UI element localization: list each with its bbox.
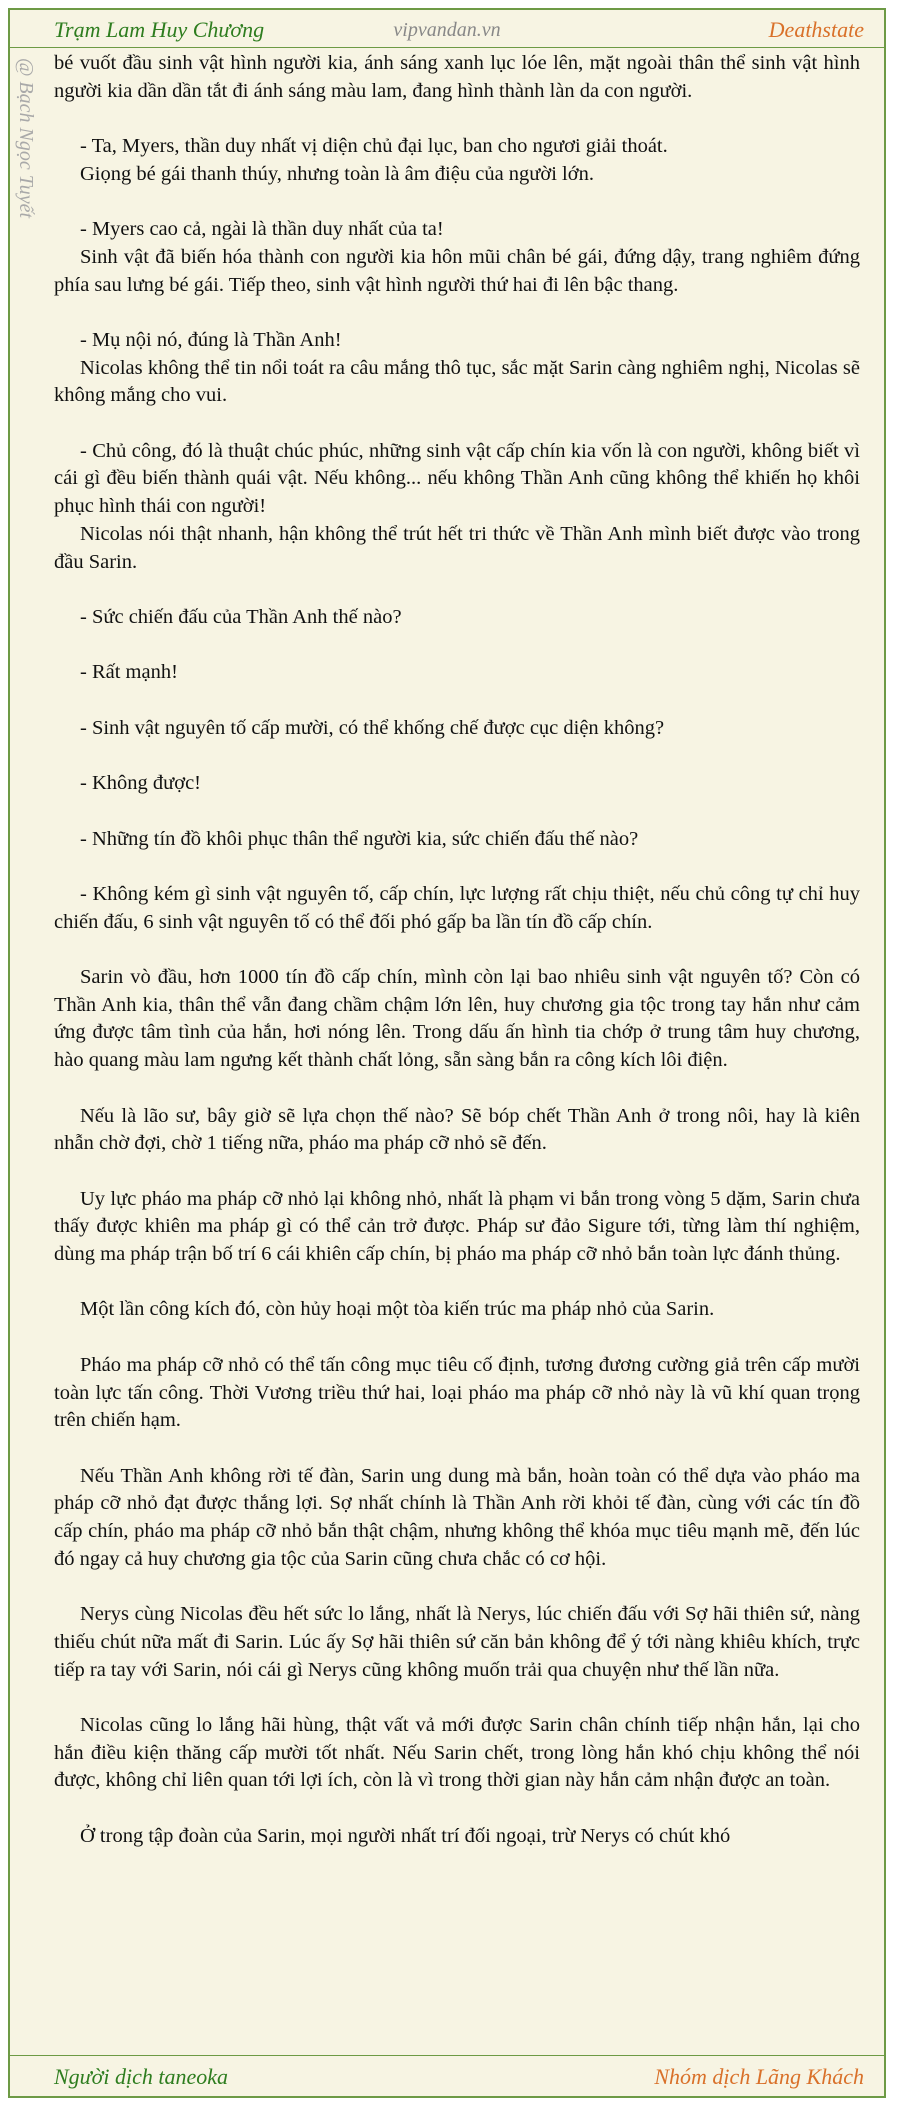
page-header bbox=[10, 10, 884, 48]
footer-group: Nhóm dịch Lãng Khách bbox=[654, 2064, 864, 2089]
paragraph: - Sinh vật nguyên tố cấp mười, có thể khống chế được cục diện không? bbox=[80, 716, 665, 739]
paragraph: Nicolas không thể tin nổi toát ra câu mắng thô tục, sắc mặt Sarin càng nghiêm nghị, Nicolas sẽ không mắng cho vui. bbox=[54, 356, 860, 407]
page-body bbox=[54, 50, 860, 2040]
paragraph: - Mụ nội nó, đúng là Thần Anh! bbox=[80, 328, 342, 351]
paragraph: Uy lực pháo ma pháp cỡ nhỏ lại không nhỏ, nhất là phạm vi bắn trong vòng 5 dặm, Sarin chưa thấy được khiên ma pháp gì có thể cản trở được. Pháp sư đảo Sigure tới, từng làm thí nghiệm, dùng ma pháp trận bố trí 6 cái khiên cấp chín, bị pháo ma pháp cỡ nhỏ bắn toàn lực đánh thủng. bbox=[54, 1187, 860, 1266]
paragraph: Một lần công kích đó, còn hủy hoại một tòa kiến trúc ma pháp nhỏ của Sarin. bbox=[80, 1298, 715, 1321]
footer-translator: Người dịch taneoka bbox=[54, 2064, 229, 2089]
paragraph: - Không được! bbox=[80, 772, 202, 795]
sidebar-credit: @ Bạch Ngọc Tuyết bbox=[15, 58, 37, 219]
paragraph: Pháo ma pháp cỡ nhỏ có thể tấn công mục tiêu cố định, tương đương cường giả trên cấp mười toàn lực tấn công. Thời Vương triều thứ hai, loại pháo ma pháp cỡ nhỏ này là vũ khí quan trọng trên chiến hạm. bbox=[54, 1353, 860, 1432]
paragraph: Giọng bé gái thanh thúy, nhưng toàn là âm điệu của người lớn. bbox=[80, 162, 594, 185]
paragraph: - Rất mạnh! bbox=[80, 661, 178, 684]
paragraph: - Chủ công, đó là thuật chúc phúc, những sinh vật cấp chín kia vốn là con người, không biết vì cái gì đều biến thành quái vật. Nếu không... nếu không Thần Anh cũng không thể khiến họ khôi phục hình thái con người! bbox=[54, 439, 860, 518]
paragraph: - Ta, Myers, thần duy nhất vị diện chủ đại lục, ban cho ngươi giải thoát. bbox=[80, 135, 668, 158]
paragraph: Nicolas nói thật nhanh, hận không thể trút hết tri thức về Thần Anh mình biết được vào trong đầu Sarin. bbox=[54, 522, 860, 573]
paragraph: Sarin vò đầu, hơn 1000 tín đồ cấp chín, mình còn lại bao nhiêu sinh vật nguyên tố? Còn có Thần Anh kia, thân thể vẫn đang chầm chậm lớn lên, huy chương gia tộc trong tay hắn như cảm ứng được tâm tình của hắn, hơi nóng lên. Trong dấu ấn hình tia chớp ở trung tâm huy chương, hào quang màu lam ngưng kết thành chất lỏng, sẵn sàng bắn ra công kích lôi điện. bbox=[54, 966, 860, 1072]
sidebar-watermark bbox=[10, 50, 48, 290]
page-footer bbox=[10, 2055, 884, 2096]
paragraph: Nicolas cũng lo lắng hãi hùng, thật vất vả mới được Sarin chân chính tiếp nhận hắn, lại cho hắn điều kiện thăng cấp mười tốt nhất. Nếu Sarin chết, trong lòng hắn khó chịu không thể nói được, không chỉ liên quan tới lợi ích, còn là vì trong thời gian này hắn cảm nhận được an toàn. bbox=[54, 1713, 860, 1792]
paragraph: Nếu là lão sư, bây giờ sẽ lựa chọn thế nào? Sẽ bóp chết Thần Anh ở trong nôi, hay là kiên nhẫn chờ đợi, chờ 1 tiếng nữa, pháo ma pháp cỡ nhỏ sẽ đến. bbox=[54, 1104, 860, 1155]
paragraph: - Myers cao cả, ngài là thần duy nhất của ta! bbox=[80, 218, 444, 241]
paragraph: - Sức chiến đấu của Thần Anh thế nào? bbox=[80, 605, 402, 628]
header-author: Deathstate bbox=[768, 17, 864, 42]
page bbox=[8, 8, 886, 2098]
header-book-title: Trạm Lam Huy Chương bbox=[54, 17, 265, 42]
paragraph: Nerys cùng Nicolas đều hết sức lo lắng, nhất là Nerys, lúc chiến đấu với Sợ hãi thiên sứ, nàng thiếu chút nữa mất đi Sarin. Lúc ấy Sợ hãi thiên sứ căn bản không để ý tới nàng khiêu khích, trực tiếp ra tay với Sarin, nói cái gì Nerys cũng không muốn trải qua chuyện như thế lần nữa. bbox=[54, 1603, 860, 1681]
paragraph: Ở trong tập đoàn của Sarin, mọi người nhất trí đối ngoại, trừ Nerys có chút khó bbox=[80, 1824, 731, 1847]
paragraph: - Không kém gì sinh vật nguyên tố, cấp chín, lực lượng rất chịu thiệt, nếu chủ công tự chỉ huy chiến đấu, 6 sinh vật nguyên tố có thể đối phó gấp ba lần tín đồ cấp chín. bbox=[54, 882, 860, 933]
paragraph: Sinh vật đã biến hóa thành con người kia hôn mũi chân bé gái, đứng dậy, trang nghiêm đứng phía sau lưng bé gái. Tiếp theo, sinh vật hình người thứ hai đi lên bậc thang. bbox=[54, 245, 860, 296]
paragraph: - Những tín đồ khôi phục thân thể người kia, sức chiến đấu thế nào? bbox=[80, 827, 639, 850]
paragraph: Nếu Thần Anh không rời tế đàn, Sarin ung dung mà bắn, hoàn toàn có thể dựa vào pháo ma pháp cỡ nhỏ đạt được thắng lợi. Sợ nhất chính là Thần Anh rời khỏi tế đàn, cùng với các tín đồ cấp chín, pháo ma pháp cỡ nhỏ bắn thật chậm, nhưng không thể khóa mục tiêu mạnh mẽ, đến lúc đó ngay cả huy chương gia tộc của Sarin cũng chưa chắc có cơ hội. bbox=[54, 1464, 860, 1570]
header-site: vipvandan.vn bbox=[393, 19, 501, 41]
paragraph: bé vuốt đầu sinh vật hình người kia, ánh sáng xanh lục lóe lên, mặt ngoài thân thể sinh vật hình người kia dần dần tắt đi ánh sáng màu lam, đang hình thành làn da con người. bbox=[54, 52, 860, 102]
